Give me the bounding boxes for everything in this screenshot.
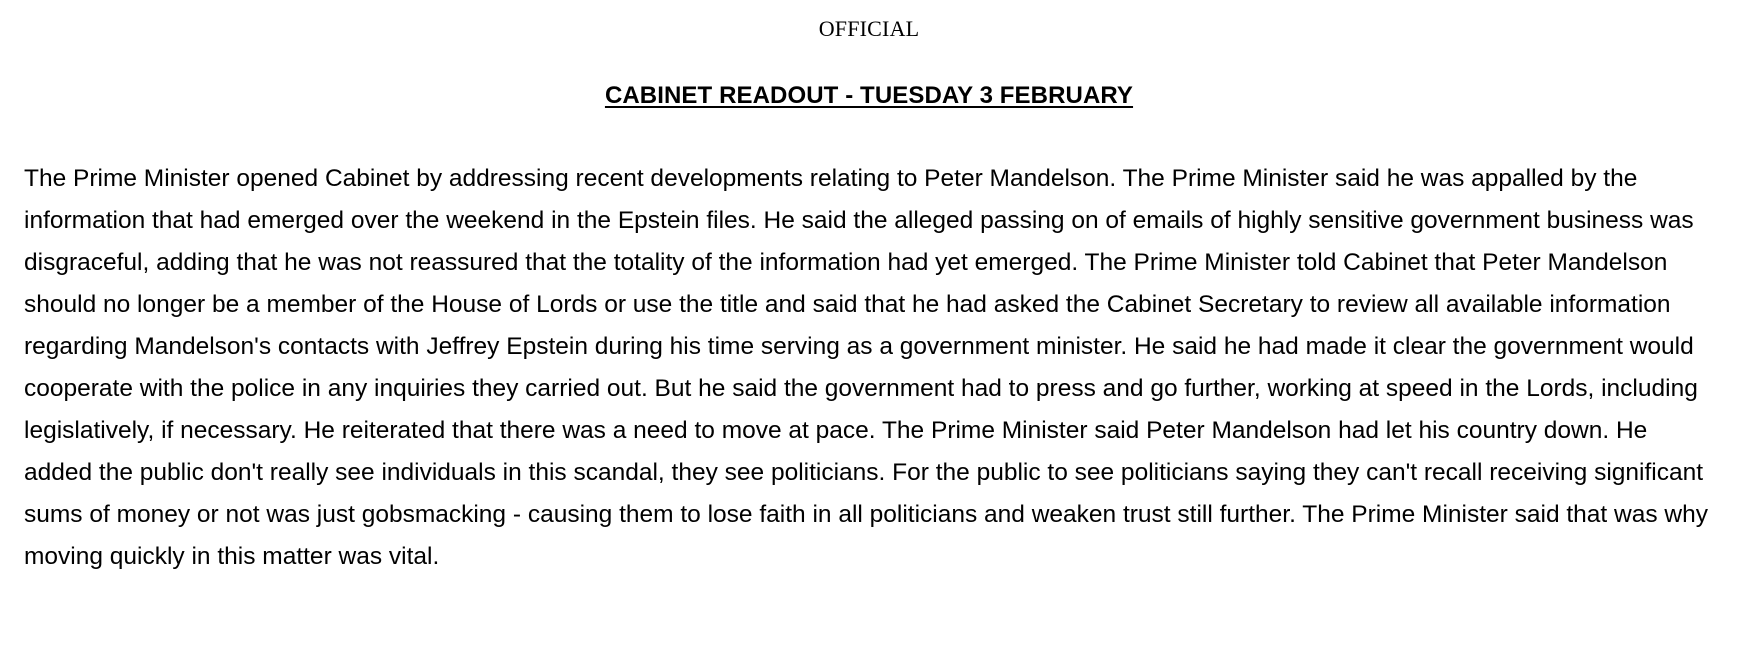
classification-marking: OFFICIAL bbox=[818, 16, 920, 41]
page-title: CABINET READOUT - TUESDAY 3 FEBRUARY bbox=[604, 82, 1134, 110]
body-paragraph: The Prime Minister opened Cabinet by addressing recent developments relating to Peter Mandelson. The Prime Minister said he was appalled by the information that had emerged over the weekend in the Epstein files. He said the alleged passing on of emails of highly sensitive government business was disgraceful, adding that he was not reassured that the totality of the information had yet emerged. The Prime Minister told Cabinet that Peter Mandelson should no longer be a member of the House of Lords or use the title and said that he had asked the Cabinet Secretary to review all available information regarding Mandelson's contacts with Jeffrey Epstein during his time serving as a government minister. He said he had made it clear the government would cooperate with the police in any inquiries they carried out. But he said the government had to press and go further, working at speed in the Lords, including legislatively, if necessary. He reiterated that there was a need to move at pace. The Prime Minister said Peter Mandelson had let his country down. He added the public don't really see individuals in this scandal, they see politicians. For the public to see politicians saying they can't recall receiving significant sums of money or not was just gobsmacking - causing them to lose faith in all politicians and weaken trust still further. The Prime Minister said that was why moving quickly in this matter was vital. bbox=[24, 165, 1708, 571]
